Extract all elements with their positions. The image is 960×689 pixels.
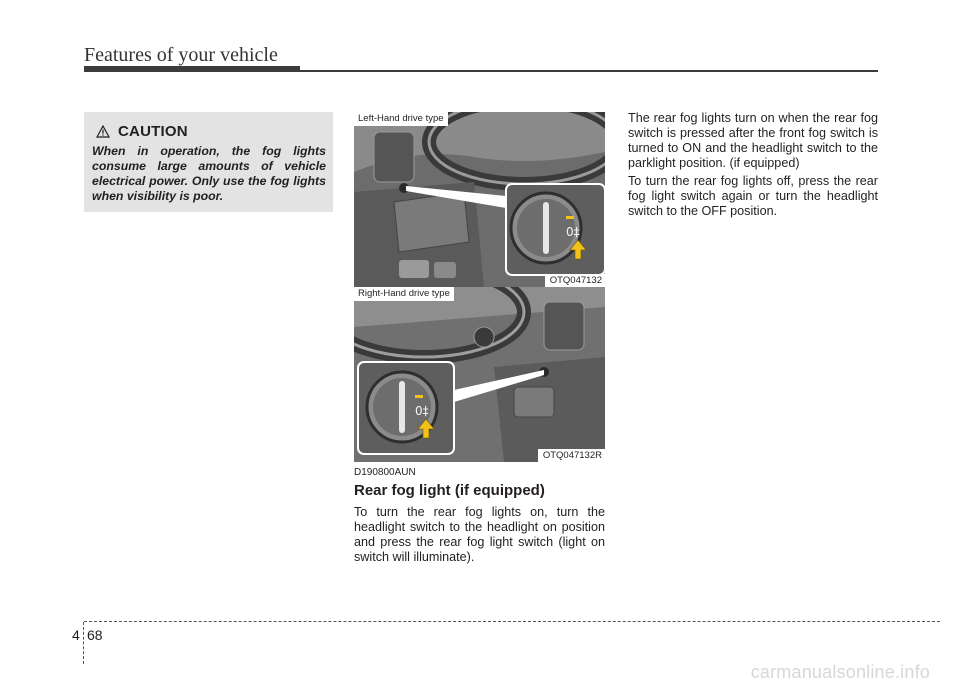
footer-divider [83, 622, 84, 664]
caution-title: CAUTION [118, 122, 188, 140]
section-body: To turn the rear fog lights on, turn the headlight switch to the headlight on position and press the rear fog light switch (light on switch will illuminate). [354, 505, 605, 564]
header-rule-line [300, 70, 878, 72]
paragraph: The rear fog lights turn on when the rear fog switch is pressed after the front fog switch is turned to ON and the headlight switch to the parklight position. (if equipped) [628, 111, 878, 170]
watermark: carmanualsonline.info [750, 662, 930, 682]
svg-text:0‡: 0‡ [566, 225, 580, 239]
dashboard-illustration [354, 287, 605, 462]
figure-right-hand-drive [354, 287, 605, 462]
figure-code: OTQ047132R [538, 449, 605, 462]
right-column [628, 111, 878, 222]
section-code: D190800AUN [354, 467, 416, 478]
header-rule [84, 66, 300, 72]
page-header-title: Features of your vehicle [84, 44, 278, 66]
figure-tag: Right-Hand drive type [354, 287, 454, 301]
footer-rule [84, 621, 940, 622]
caution-text: When in operation, the fog lights consume large amounts of vehicle electrical power. Only use the fog lights when visibility is poor. [92, 144, 326, 203]
figure-code: OTQ047132 [545, 274, 605, 287]
warning-triangle-icon [96, 125, 110, 138]
figure-left-hand-drive [354, 112, 605, 287]
section-title: Rear fog light (if equipped) [354, 482, 545, 499]
figure-tag: Left-Hand drive type [354, 112, 448, 126]
dashboard-illustration [354, 112, 605, 287]
chapter-number: 4 [72, 627, 80, 643]
paragraph: To turn the rear fog lights off, press the rear fog light switch again or turn the headlight switch to the OFF position. [628, 174, 878, 218]
svg-text:0‡: 0‡ [415, 404, 429, 418]
caution-box [84, 112, 333, 212]
page-number: 68 [87, 627, 103, 643]
caution-heading [96, 122, 326, 140]
